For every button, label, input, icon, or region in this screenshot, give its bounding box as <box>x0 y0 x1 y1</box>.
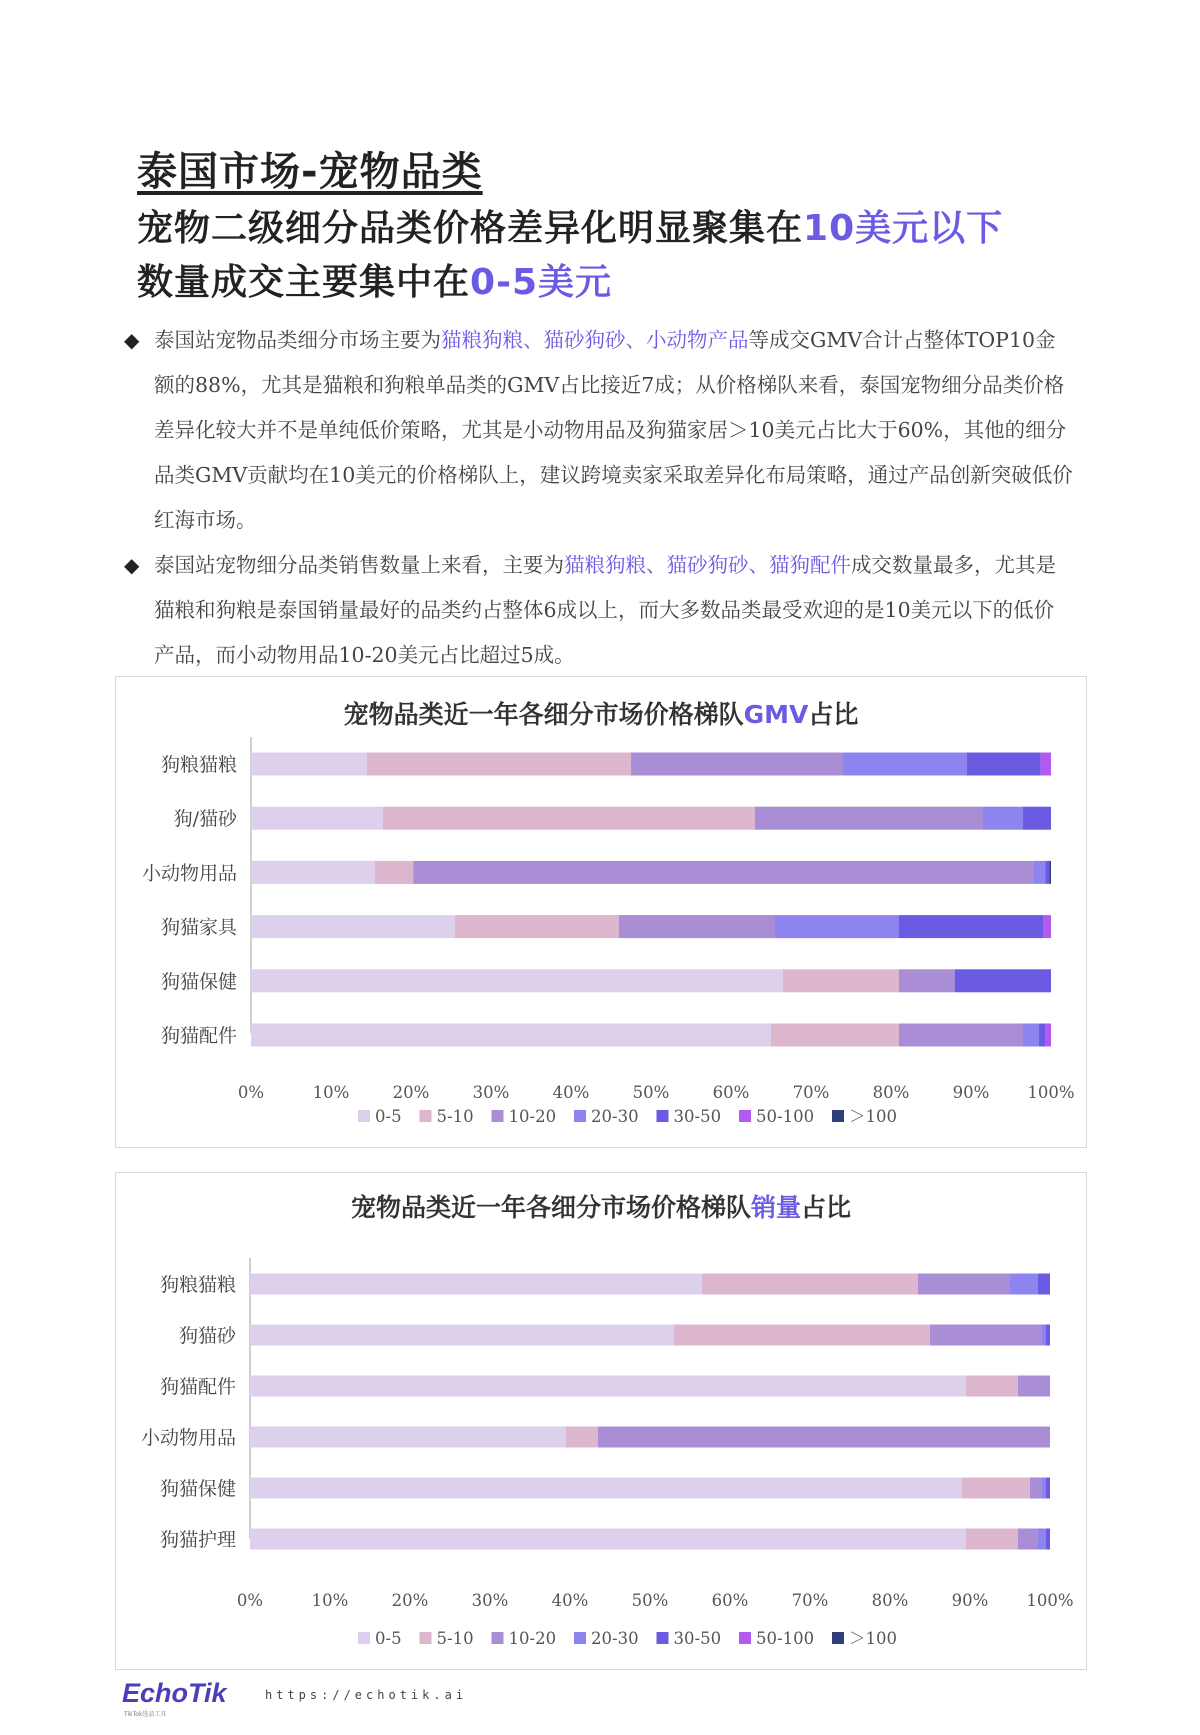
category-label: 狗猫砂 <box>178 1325 236 1347</box>
gmv-chart-title-post: 占比 <box>808 700 859 729</box>
bar-segment-10-20 <box>598 1427 1050 1448</box>
bar-segment-30-50 <box>1046 1478 1050 1499</box>
x-tick-label: 10% <box>311 1591 349 1610</box>
bar-segment-5-10 <box>771 1024 899 1047</box>
bar-segment-20-30 <box>775 915 899 938</box>
category-label: 小动物用品 <box>140 1427 236 1449</box>
echotik-logo: EchoTik <box>122 1678 227 1708</box>
gmv-chart-panel <box>115 676 1087 1148</box>
volume-stacked-bar-chart <box>116 1173 1086 1669</box>
bar-segment-30-50 <box>1046 1529 1050 1550</box>
bar-segment-30-50 <box>899 915 1043 938</box>
legend-label: 30-50 <box>673 1107 722 1126</box>
legend-swatch <box>832 1632 844 1644</box>
category-label: 狗猫家具 <box>160 916 237 939</box>
category-label: 狗猫护理 <box>159 1529 236 1551</box>
volume-chart-title-post: 占比 <box>801 1193 852 1222</box>
bar-segment-5-10 <box>455 915 619 938</box>
bar-segment-0-5 <box>250 1376 966 1397</box>
bar-segment-30-50 <box>967 753 1041 776</box>
bar-segment-0-5 <box>250 1427 566 1448</box>
footer-url[interactable]: https://echotik.ai <box>265 1688 468 1702</box>
bar-segment-0-5 <box>251 861 375 884</box>
bar-segment-20-30 <box>1023 1024 1039 1047</box>
bar-segment-5-10 <box>367 753 631 776</box>
legend-swatch <box>832 1110 844 1122</box>
headline-price <box>137 200 1003 251</box>
bar-segment-30-50 <box>1023 807 1051 830</box>
legend-label: 50-100 <box>756 1629 815 1648</box>
bar-segment-5-10 <box>674 1325 930 1346</box>
legend-swatch <box>574 1632 586 1644</box>
headline-volume <box>137 254 612 305</box>
x-tick-label: 20% <box>392 1083 430 1102</box>
x-tick-label: 80% <box>872 1083 910 1102</box>
headline-price-accent: 10美元以下 <box>803 208 1004 249</box>
headline-volume-accent: 0-5美元 <box>470 262 613 303</box>
bar-segment-5-10 <box>783 969 899 992</box>
legend-swatch <box>358 1110 370 1122</box>
x-tick-label: 0% <box>237 1083 265 1102</box>
legend-swatch <box>739 1110 751 1122</box>
bullet-volume-text2: 成交数量最多，尤其是猫粮和狗粮是泰国销量最好的品类约占整体6成以上，而大多数品类最受欢迎的是10美元以下的低价产品，而小动物用品10-20美元占比超过5成。 <box>154 553 1056 667</box>
legend-swatch <box>420 1632 432 1644</box>
x-tick-label: 0% <box>236 1591 264 1610</box>
bar-segment-10-20 <box>918 1274 1010 1295</box>
bar-segment-0-5 <box>251 753 367 776</box>
page-title: 泰国市场-宠物品类 <box>137 149 483 195</box>
x-tick-label: 70% <box>791 1591 829 1610</box>
category-label: 狗粮猫粮 <box>160 754 237 776</box>
bar-segment-5-10 <box>966 1376 1018 1397</box>
category-label: 小动物用品 <box>141 862 237 885</box>
x-tick-label: 60% <box>712 1083 750 1102</box>
category-label: 狗猫保健 <box>160 970 237 993</box>
diamond-bullet-icon: ◆ <box>124 328 140 352</box>
bar-segment-20-30 <box>1010 1274 1038 1295</box>
bar-segment-50-100 <box>1043 915 1051 938</box>
bar-segment-0-5 <box>251 915 455 938</box>
x-tick-label: 20% <box>391 1591 429 1610</box>
bar-segment-30-50 <box>1039 1024 1045 1047</box>
bar-segment-20-30 <box>983 807 1023 830</box>
bullet-gmv-highlight: 猫粮狗粮、猫砂狗砂、小动物产品 <box>441 328 749 352</box>
bullet-gmv <box>124 318 1074 543</box>
legend-label: 50-100 <box>756 1107 815 1126</box>
bullet-gmv-text2: 等成交GMV合计占整体TOP10金额的88%，尤其是猫粮和狗粮单品类的GMV占比接近7成；从价格梯队来看，泰国宠物细分品类价格差异化较大并不是单纯低价策略，尤其是小动物用品及狗猫家居＞10美元占比大于60%，其他的细分品类GMV贡献均在10美元的价格梯队上，建议跨境卖家采取差异化布局策略，通过产品创新突破低价红海市场。 <box>154 328 1073 532</box>
legend-label: ＞100 <box>849 1107 897 1126</box>
x-tick-label: 50% <box>632 1083 670 1102</box>
category-label: 狗猫配件 <box>160 1025 237 1047</box>
bar-segment-50-100 <box>1041 753 1051 776</box>
legend-swatch <box>574 1110 586 1122</box>
bar-segment-10-20 <box>930 1325 1042 1346</box>
bar-segment-30-50 <box>1046 1325 1050 1346</box>
bar-segment-10-20 <box>755 807 983 830</box>
bar-segment-10-20 <box>631 753 843 776</box>
x-tick-label: 30% <box>471 1591 509 1610</box>
bar-segment-30-50 <box>1045 861 1049 884</box>
bar-segment-50-100 <box>1045 1024 1051 1047</box>
bar-segment-20-30 <box>843 753 967 776</box>
legend-swatch <box>492 1110 504 1122</box>
diamond-bullet-icon: ◆ <box>124 553 140 577</box>
bar-segment-0-5 <box>251 1024 771 1047</box>
bar-segment-10-20 <box>413 861 1033 884</box>
legend-label: 5-10 <box>436 1107 474 1126</box>
legend-swatch <box>657 1632 669 1644</box>
legend-swatch <box>492 1632 504 1644</box>
logo-subtitle: TikTok选品工具 <box>124 1711 167 1718</box>
category-label: 狗/猫砂 <box>173 808 237 831</box>
legend-label: 10-20 <box>508 1629 557 1648</box>
bar-segment-0-5 <box>251 969 783 992</box>
bullet-volume-text1: 泰国站宠物细分品类销售数量上来看，主要为 <box>154 553 564 577</box>
category-label: 狗猫配件 <box>159 1376 236 1398</box>
bar-segment-5-10 <box>962 1478 1030 1499</box>
x-tick-label: 40% <box>552 1083 590 1102</box>
legend-label: 0-5 <box>375 1629 402 1648</box>
legend-label: 20-30 <box>591 1107 639 1126</box>
bar-segment-0-5 <box>251 807 383 830</box>
headline-price-text: 宠物二级细分品类价格差异化明显聚集在 <box>137 208 804 249</box>
bar-segment-5-10 <box>566 1427 598 1448</box>
gmv-chart-title-accent: GMV <box>743 700 809 729</box>
volume-chart-title-pre: 宠物品类近一年各细分市场价格梯队 <box>350 1193 751 1222</box>
legend-label: 0-5 <box>375 1107 402 1126</box>
x-tick-label: 90% <box>952 1083 990 1102</box>
bar-segment-5-10 <box>966 1529 1018 1550</box>
bullet-volume-highlight: 猫粮狗粮、猫砂狗砂、猫狗配件 <box>564 553 851 577</box>
bar-segment-20-30 <box>1038 1529 1046 1550</box>
bar-segment-5-10 <box>383 807 755 830</box>
bar-segment-20-30 <box>1042 1325 1046 1346</box>
gmv-chart-title-pre: 宠物品类近一年各细分市场价格梯队 <box>343 700 744 729</box>
category-label: 狗粮猫粮 <box>159 1274 236 1296</box>
legend-swatch <box>358 1632 370 1644</box>
x-tick-label: 70% <box>792 1083 830 1102</box>
x-tick-label: 30% <box>472 1083 510 1102</box>
x-tick-label: 10% <box>312 1083 350 1102</box>
x-tick-label: 100% <box>1026 1591 1074 1610</box>
x-tick-label: 60% <box>711 1591 749 1610</box>
x-tick-label: 80% <box>871 1591 909 1610</box>
bar-segment-20-30 <box>1042 1478 1046 1499</box>
legend-swatch <box>420 1110 432 1122</box>
bar-segment-0-5 <box>250 1325 674 1346</box>
x-tick-label: 100% <box>1027 1083 1075 1102</box>
bar-segment-30-50 <box>1038 1274 1050 1295</box>
legend-label: 10-20 <box>508 1107 557 1126</box>
legend-label: 30-50 <box>673 1629 722 1648</box>
x-tick-label: 40% <box>551 1591 589 1610</box>
legend-label: 20-30 <box>591 1629 639 1648</box>
bar-segment-10-20 <box>1018 1529 1038 1550</box>
bar-segment-0-5 <box>250 1529 966 1550</box>
volume-chart-title-accent: 销量 <box>750 1193 801 1222</box>
bar-segment-5-10 <box>375 861 413 884</box>
gmv-stacked-bar-chart <box>116 677 1086 1147</box>
bar-segment-＞100 <box>1049 861 1051 884</box>
bar-segment-10-20 <box>1018 1376 1050 1397</box>
x-tick-label: 50% <box>631 1591 669 1610</box>
legend-swatch <box>657 1110 669 1122</box>
bar-segment-0-5 <box>250 1274 702 1295</box>
legend-label: ＞100 <box>849 1629 897 1648</box>
bullet-volume <box>124 543 1074 678</box>
legend-label: 5-10 <box>436 1629 474 1648</box>
x-tick-label: 90% <box>951 1591 989 1610</box>
bar-segment-10-20 <box>899 969 955 992</box>
bar-segment-20-30 <box>1033 861 1045 884</box>
headline-volume-text: 数量成交主要集中在 <box>137 262 471 303</box>
bullet-list <box>124 318 1074 678</box>
bar-segment-30-50 <box>955 969 1051 992</box>
bar-segment-10-20 <box>1030 1478 1042 1499</box>
bar-segment-5-10 <box>702 1274 918 1295</box>
legend-swatch <box>739 1632 751 1644</box>
bullet-gmv-text1: 泰国站宠物品类细分市场主要为 <box>154 328 441 352</box>
volume-chart-panel <box>115 1172 1087 1670</box>
bar-segment-0-5 <box>250 1478 962 1499</box>
bar-segment-10-20 <box>899 1024 1023 1047</box>
category-label: 狗猫保健 <box>159 1478 236 1500</box>
bar-segment-10-20 <box>619 915 775 938</box>
